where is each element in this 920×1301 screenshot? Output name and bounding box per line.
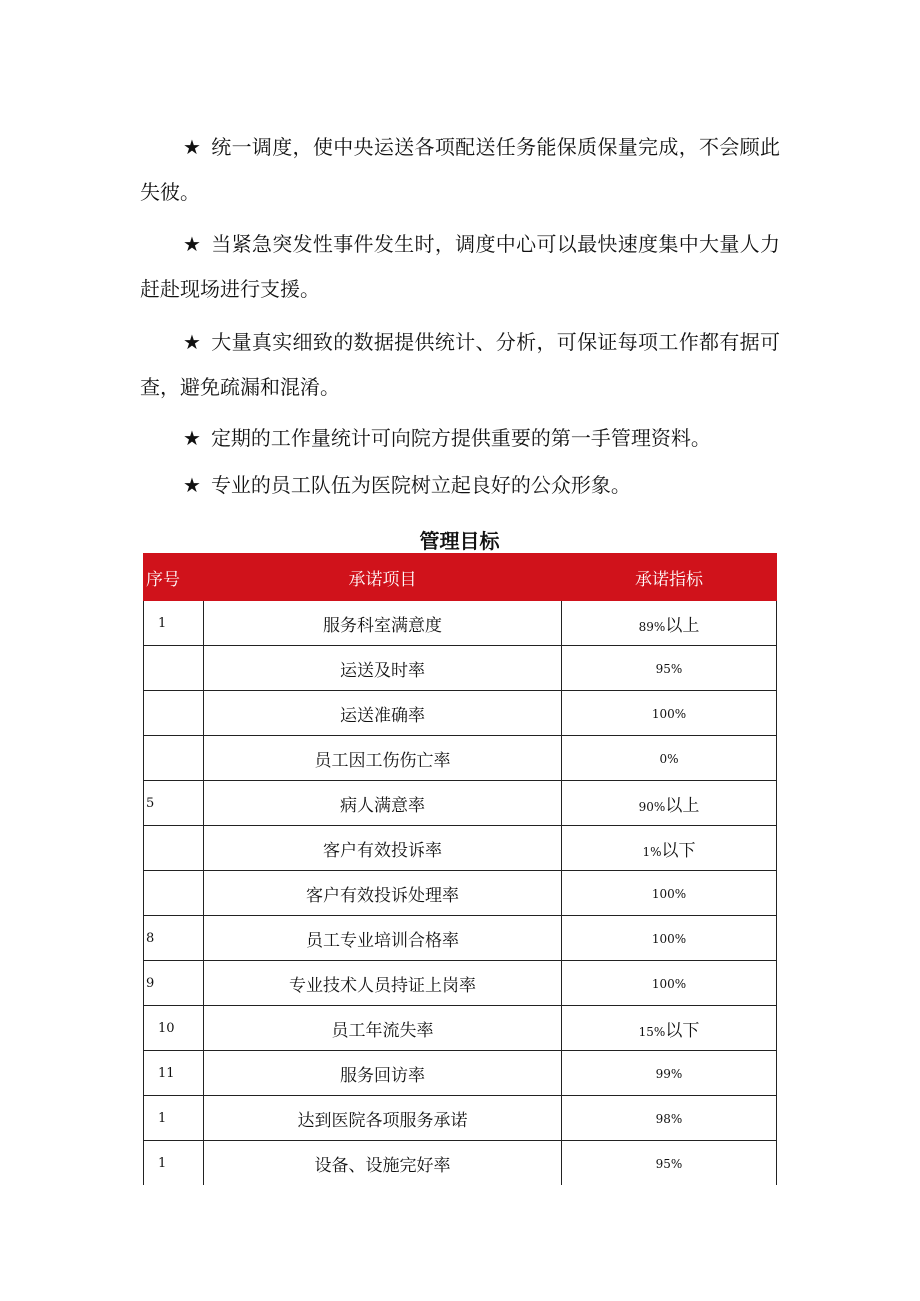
paragraph-text: 统一调度，使中央运送各项配送任务能保质保量完成，不会顾此失彼。 [140,135,781,204]
target-suffix: 以上 [665,795,700,816]
row-index: 10 [144,1006,204,1051]
row-target [562,916,777,961]
target-value: 100% [651,887,687,901]
target-value: 100% [651,932,687,946]
row-item: 客户有效投诉率 [204,826,562,871]
row-target [562,736,777,781]
row-index [144,691,204,736]
table-row [144,1141,777,1186]
target-value: 100% [651,707,687,721]
target-value: 98% [655,1112,683,1126]
row-item: 客户有效投诉处理率 [204,871,562,916]
row-target [562,871,777,916]
star-icon: ★ [183,426,201,450]
header-target: 承诺指标 [562,554,777,601]
row-item: 运送准确率 [204,691,562,736]
row-index [144,646,204,691]
table-row [144,916,777,961]
paragraph-4 [140,416,780,461]
target-value: 89% [638,619,666,634]
star-icon: ★ [183,135,202,159]
row-item: 员工因工伤伤亡率 [204,736,562,781]
row-item: 专业技术人员持证上岗率 [204,961,562,1006]
target-suffix: 以下 [665,1020,700,1041]
target-suffix: 以上 [665,615,700,636]
paragraph-text: 大量真实细致的数据提供统计、分析，可保证每项工作都有据可查，避免疏漏和混淆。 [140,330,781,399]
star-icon: ★ [183,473,201,497]
row-item: 达到医院各项服务承诺 [204,1096,562,1141]
row-target [562,691,777,736]
row-index: 1 [144,1096,204,1141]
target-value: 0% [659,752,679,766]
row-target [562,781,777,826]
row-index: 1 [144,1141,204,1186]
row-item: 服务科室满意度 [204,601,562,646]
row-target [562,1051,777,1096]
row-index: 8 [144,916,204,961]
row-index: 9 [144,961,204,1006]
table-row [144,826,777,871]
table-row [144,736,777,781]
paragraph-1 [140,125,780,215]
paragraph-3 [140,320,780,410]
target-value: 95% [655,1157,683,1171]
target-suffix: 以下 [661,840,696,861]
row-item: 员工专业培训合格率 [204,916,562,961]
table-header-row [144,554,777,601]
table-row [144,871,777,916]
header-item: 承诺项目 [204,554,562,601]
row-index: 1 [144,601,204,646]
row-item: 员工年流失率 [204,1006,562,1051]
table-row [144,646,777,691]
table-row [144,961,777,1006]
row-target [562,1096,777,1141]
table-row [144,781,777,826]
row-target [562,601,777,646]
row-target [562,1006,777,1051]
target-value: 1% [642,844,662,859]
row-target [562,646,777,691]
table-row [144,1006,777,1051]
paragraph-text: 定期的工作量统计可向院方提供重要的第一手管理资料。 [210,426,711,450]
target-value: 15% [638,1024,666,1039]
paragraph-text: 当紧急突发性事件发生时，调度中心可以最快速度集中大量人力赶赴现场进行支援。 [140,232,781,301]
row-target [562,1141,777,1186]
table-row [144,691,777,736]
row-target [562,961,777,1006]
target-value: 99% [655,1067,683,1081]
row-index: 5 [144,781,204,826]
target-value: 95% [655,662,683,676]
table-row [144,1051,777,1096]
management-goals-table [143,553,777,1185]
row-item: 设备、设施完好率 [204,1141,562,1186]
row-target [562,826,777,871]
target-value: 100% [651,977,687,991]
target-value: 90% [638,799,666,814]
table-title: 管理目标 [419,529,500,553]
table-row [144,1096,777,1141]
paragraph-5 [140,463,780,508]
star-icon: ★ [183,330,202,354]
row-item: 服务回访率 [204,1051,562,1096]
row-index [144,736,204,781]
row-index [144,871,204,916]
row-item: 病人满意率 [204,781,562,826]
row-index [144,826,204,871]
row-index: 11 [144,1051,204,1096]
header-index: 序号 [144,554,204,601]
paragraph-2 [140,222,780,312]
table-row [144,601,777,646]
row-item: 运送及时率 [204,646,562,691]
star-icon: ★ [183,232,202,256]
paragraph-text: 专业的员工队伍为医院树立起良好的公众形象。 [210,473,631,497]
